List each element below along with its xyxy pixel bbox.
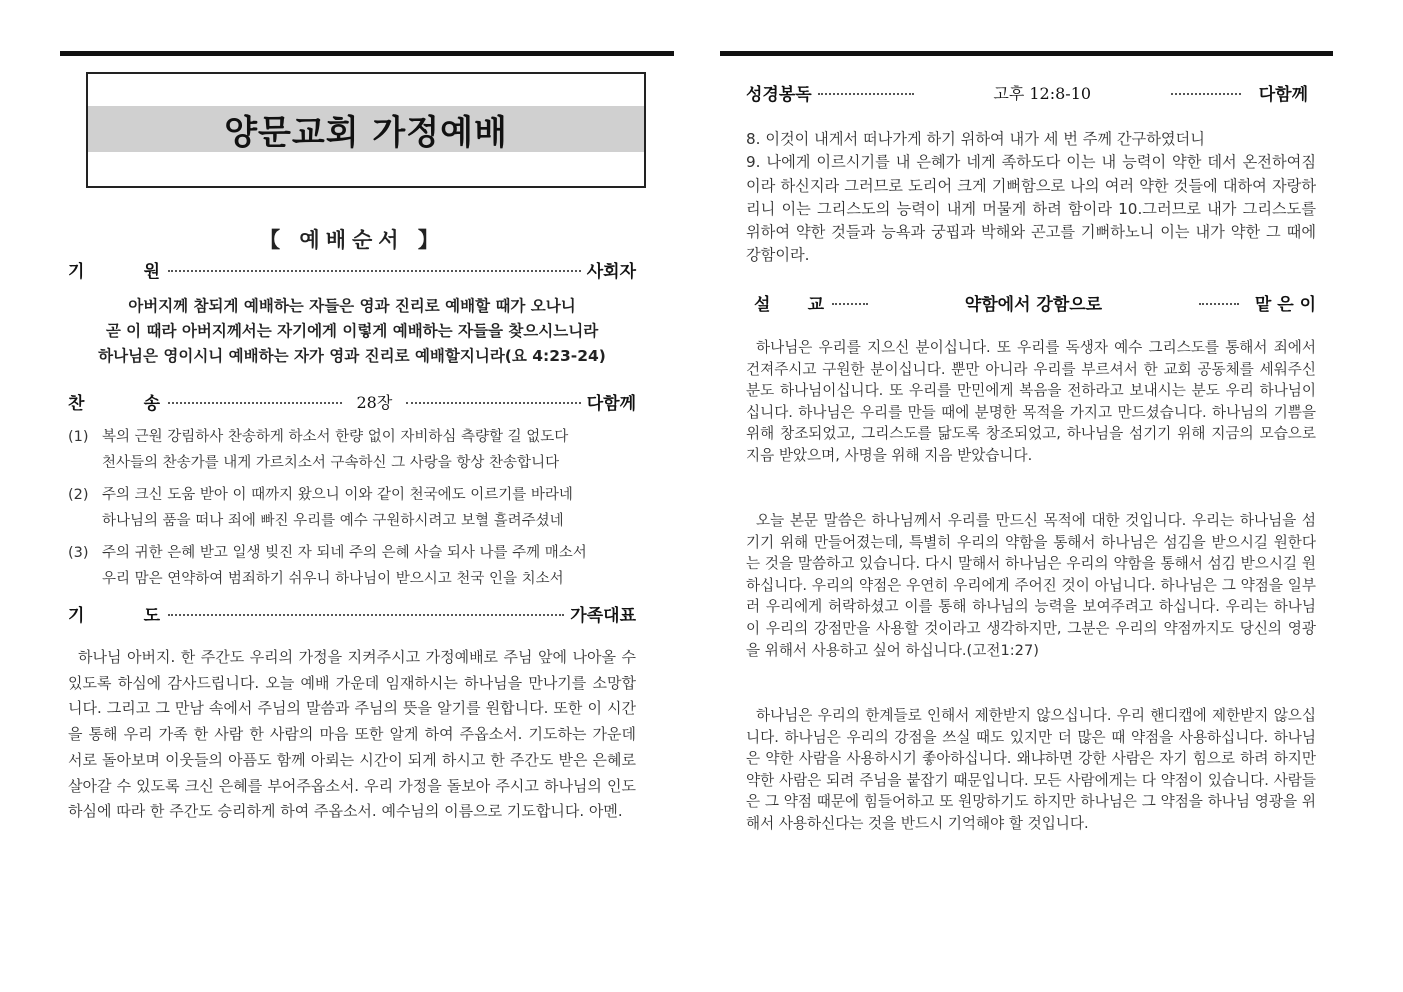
page-title: 양문교회 가정예배 bbox=[88, 106, 644, 152]
sermon-paragraph: 오늘 본문 말씀은 하나님께서 우리를 만드신 목적에 대한 것입니다. 우리는 하나님을 섬기기 위해 만들어졌는데, 특별히 우리의 약함을 통해서 하나님은 섬김을 받으시길 원한다는 것을 말씀하고 있습니다. 다시 말해서 하나님은 우리의 약함을 통해서 섬김 받으시길 원하십니다. 우리의 약점은 우연히 우리에게 주어진 것이 아닙니다. 하나님은 그 약점을 일부러 우리에게 허락하셨고 이를 통해 하나님의 능력을 보여주려고 하십니다. 우리는 하나님이 우리의 강점만을 사용할 것이라고 생각하지만, 그분은 우리의 약점까지도 당신의 영광을 위해서 사용하고 싶어 하십니다.(고전1:27) bbox=[746, 512, 1316, 659]
prayer-text: 하나님 아버지. 한 주간도 우리의 가정을 지켜주시고 가정예배로 주님 앞에 나아올 수 있도록 하심에 감사드립니다. 오늘 예배 가운데 임재하시는 하나님을 만나기를 소망합니다. 그리고 그 만남 속에서 주님의 말씀과 주님의 뜻을 알기를 원합니다. 또한 이 시간을 통해 우리 가족 한 사람 한 사람의 마음 또한 알게 하여 주옵소서. 기도하는 가운데 서로 돌아보며 이웃들의 아픔도 함께 아뢰는 시간이 되게 하시고 한 주간도 받은 은혜로 살아갈 수 있도록 크신 은혜를 부어주옵소서. 우리 가정을 돌보아 주시고 하나님의 인도하심에 따라 한 주간도 승리하게 하여 주옵소서. 예수님의 이름으로 기도합니다. 아멘. bbox=[68, 648, 636, 821]
hymn-leader: 다함께 bbox=[586, 393, 637, 414]
reading-label: 성경봉독 bbox=[746, 84, 812, 105]
invocation-row bbox=[68, 257, 636, 281]
title-box bbox=[86, 72, 646, 188]
prayer-row bbox=[68, 601, 636, 625]
sermon-title: 약함에서 강함으로 bbox=[964, 294, 1103, 315]
hymn-row bbox=[68, 389, 636, 413]
sermon-label: 설 교 bbox=[754, 294, 824, 315]
call-to-worship-verse: 아버지께 참되게 예배하는 자들은 영과 진리로 예배할 때가 오나니 곧 이 때라 아버지께서는 자기에게 이렇게 예배하는 자들을 찾으시느니라 하나님은 영이시니 예배하는 자가 영과 진리로 예배할지니라(요 4:23-24) bbox=[98, 297, 606, 365]
reading-leader: 다함께 bbox=[1258, 84, 1308, 105]
leader-dots bbox=[1199, 303, 1239, 305]
leader-dots bbox=[818, 93, 914, 95]
prayer-label: 기 도 bbox=[68, 605, 160, 626]
left-top-rule bbox=[60, 51, 674, 56]
sermon-paragraph: 하나님은 우리를 지으신 분이십니다. 또 우리를 독생자 예수 그리스도를 통해서 죄에서 건져주시고 구원한 분이십니다. 뿐만 아니라 우리를 부르셔서 한 교회 공동체를 세워주신 분도 하나님이십니다. 또 우리를 만민에게 복음을 전하라고 보내시는 분도 우리 하나님이십니다. 하나님은 우리를 만들 때에 분명한 목적을 가지고 만드셨습니다. 하나님의 기쁨을 위해 창조되었고, 그리스도를 닮도록 창조되었고, 하나님을 섬기기 위해 지금의 모습으로 지음 받았으며, 사명을 위해 지음 받았습니다. bbox=[746, 339, 1316, 464]
invocation-label: 기 원 bbox=[68, 261, 160, 282]
sermon-leader: 맡 은 이 bbox=[1254, 294, 1316, 315]
right-top-rule bbox=[720, 51, 1333, 56]
leader-dots bbox=[168, 270, 581, 272]
leader-dots bbox=[1171, 93, 1241, 95]
leader-dots bbox=[168, 614, 564, 616]
sermon-paragraph: 하나님은 우리의 한계들로 인해서 제한받지 않으십니다. 우리 핸디캡에 제한받지 않으십니다. 하나님은 우리의 강점을 쓰실 때도 있지만 더 많은 때 약점을 사용하십니다. 하나님은 약한 사람을 사용하시기 좋아하십니다. 왜냐하면 강한 사람은 자기 힘으로 하려 하지만 약한 사람은 되려 주님을 붙잡기 때문입니다. 모든 사람에게는 다 약점이 있습니다. 사람들은 그 약점 때문에 힘들어하고 또 원망하기도 하지만 하나님은 그 약점을 하나님 영광을 위해서 사용하신다는 것을 반드시 기억해야 할 것입니다. bbox=[746, 707, 1316, 832]
reading-reference: 고후 12:8-10 bbox=[993, 83, 1092, 103]
scripture-text: 8. 이것이 내게서 떠나가게 하기 위하여 내가 세 번 주께 간구하였더니 9. 나에게 이르시기를 내 은혜가 네게 족하도다 이는 내 능력이 약한 데서 온전하여짐이라 하신지라 그러므로 도리어 크게 기뻐함으로 나의 여러 약한 것들에 대하여 자랑하리니 이는 그리스도의 능력이 내게 머물게 하려 함이라 10.그러므로 내가 그리스도를 위하여 약한 것들과 능욕과 궁핍과 박해와 곤고를 기뻐하노니 이는 내가 약한 그 때에 강함이라. bbox=[746, 130, 1316, 265]
hymn-label: 찬 송 bbox=[68, 393, 160, 414]
invocation-leader: 사회자 bbox=[586, 261, 636, 282]
order-title: 【 예배순서 】 bbox=[259, 228, 445, 252]
hymn-number: 28장 bbox=[356, 392, 393, 412]
prayer-leader: 가족대표 bbox=[570, 605, 636, 626]
hymn-verse: (3) 주의 귀한 은혜 받고 일생 빚진 자 되네 주의 은혜 사슬 되사 나를 주께 매소서 우리 맘은 연약하여 범죄하기 쉬우니 하나님이 받으시고 천국 인을 치소서 bbox=[68, 545, 587, 587]
hymn-verse: (2) 주의 크신 도움 받아 이 때까지 왔으니 이와 같이 천국에도 이르기를 바라네 하나님의 품을 떠나 죄에 빠진 우리를 예수 구원하시려고 보혈 흘려주셨네 bbox=[68, 487, 573, 529]
leader-dots bbox=[168, 402, 342, 404]
leader-dots bbox=[832, 303, 868, 305]
sermon-row bbox=[746, 290, 1316, 314]
reading-row bbox=[746, 80, 1308, 104]
leader-dots bbox=[406, 402, 580, 404]
hymn-verse: (1) 복의 근원 강림하사 찬송하게 하소서 한량 없이 자비하심 측량할 길 없도다 천사들의 찬송가를 내게 가르치소서 구속하신 그 사랑을 항상 찬송합니다 bbox=[68, 429, 569, 471]
